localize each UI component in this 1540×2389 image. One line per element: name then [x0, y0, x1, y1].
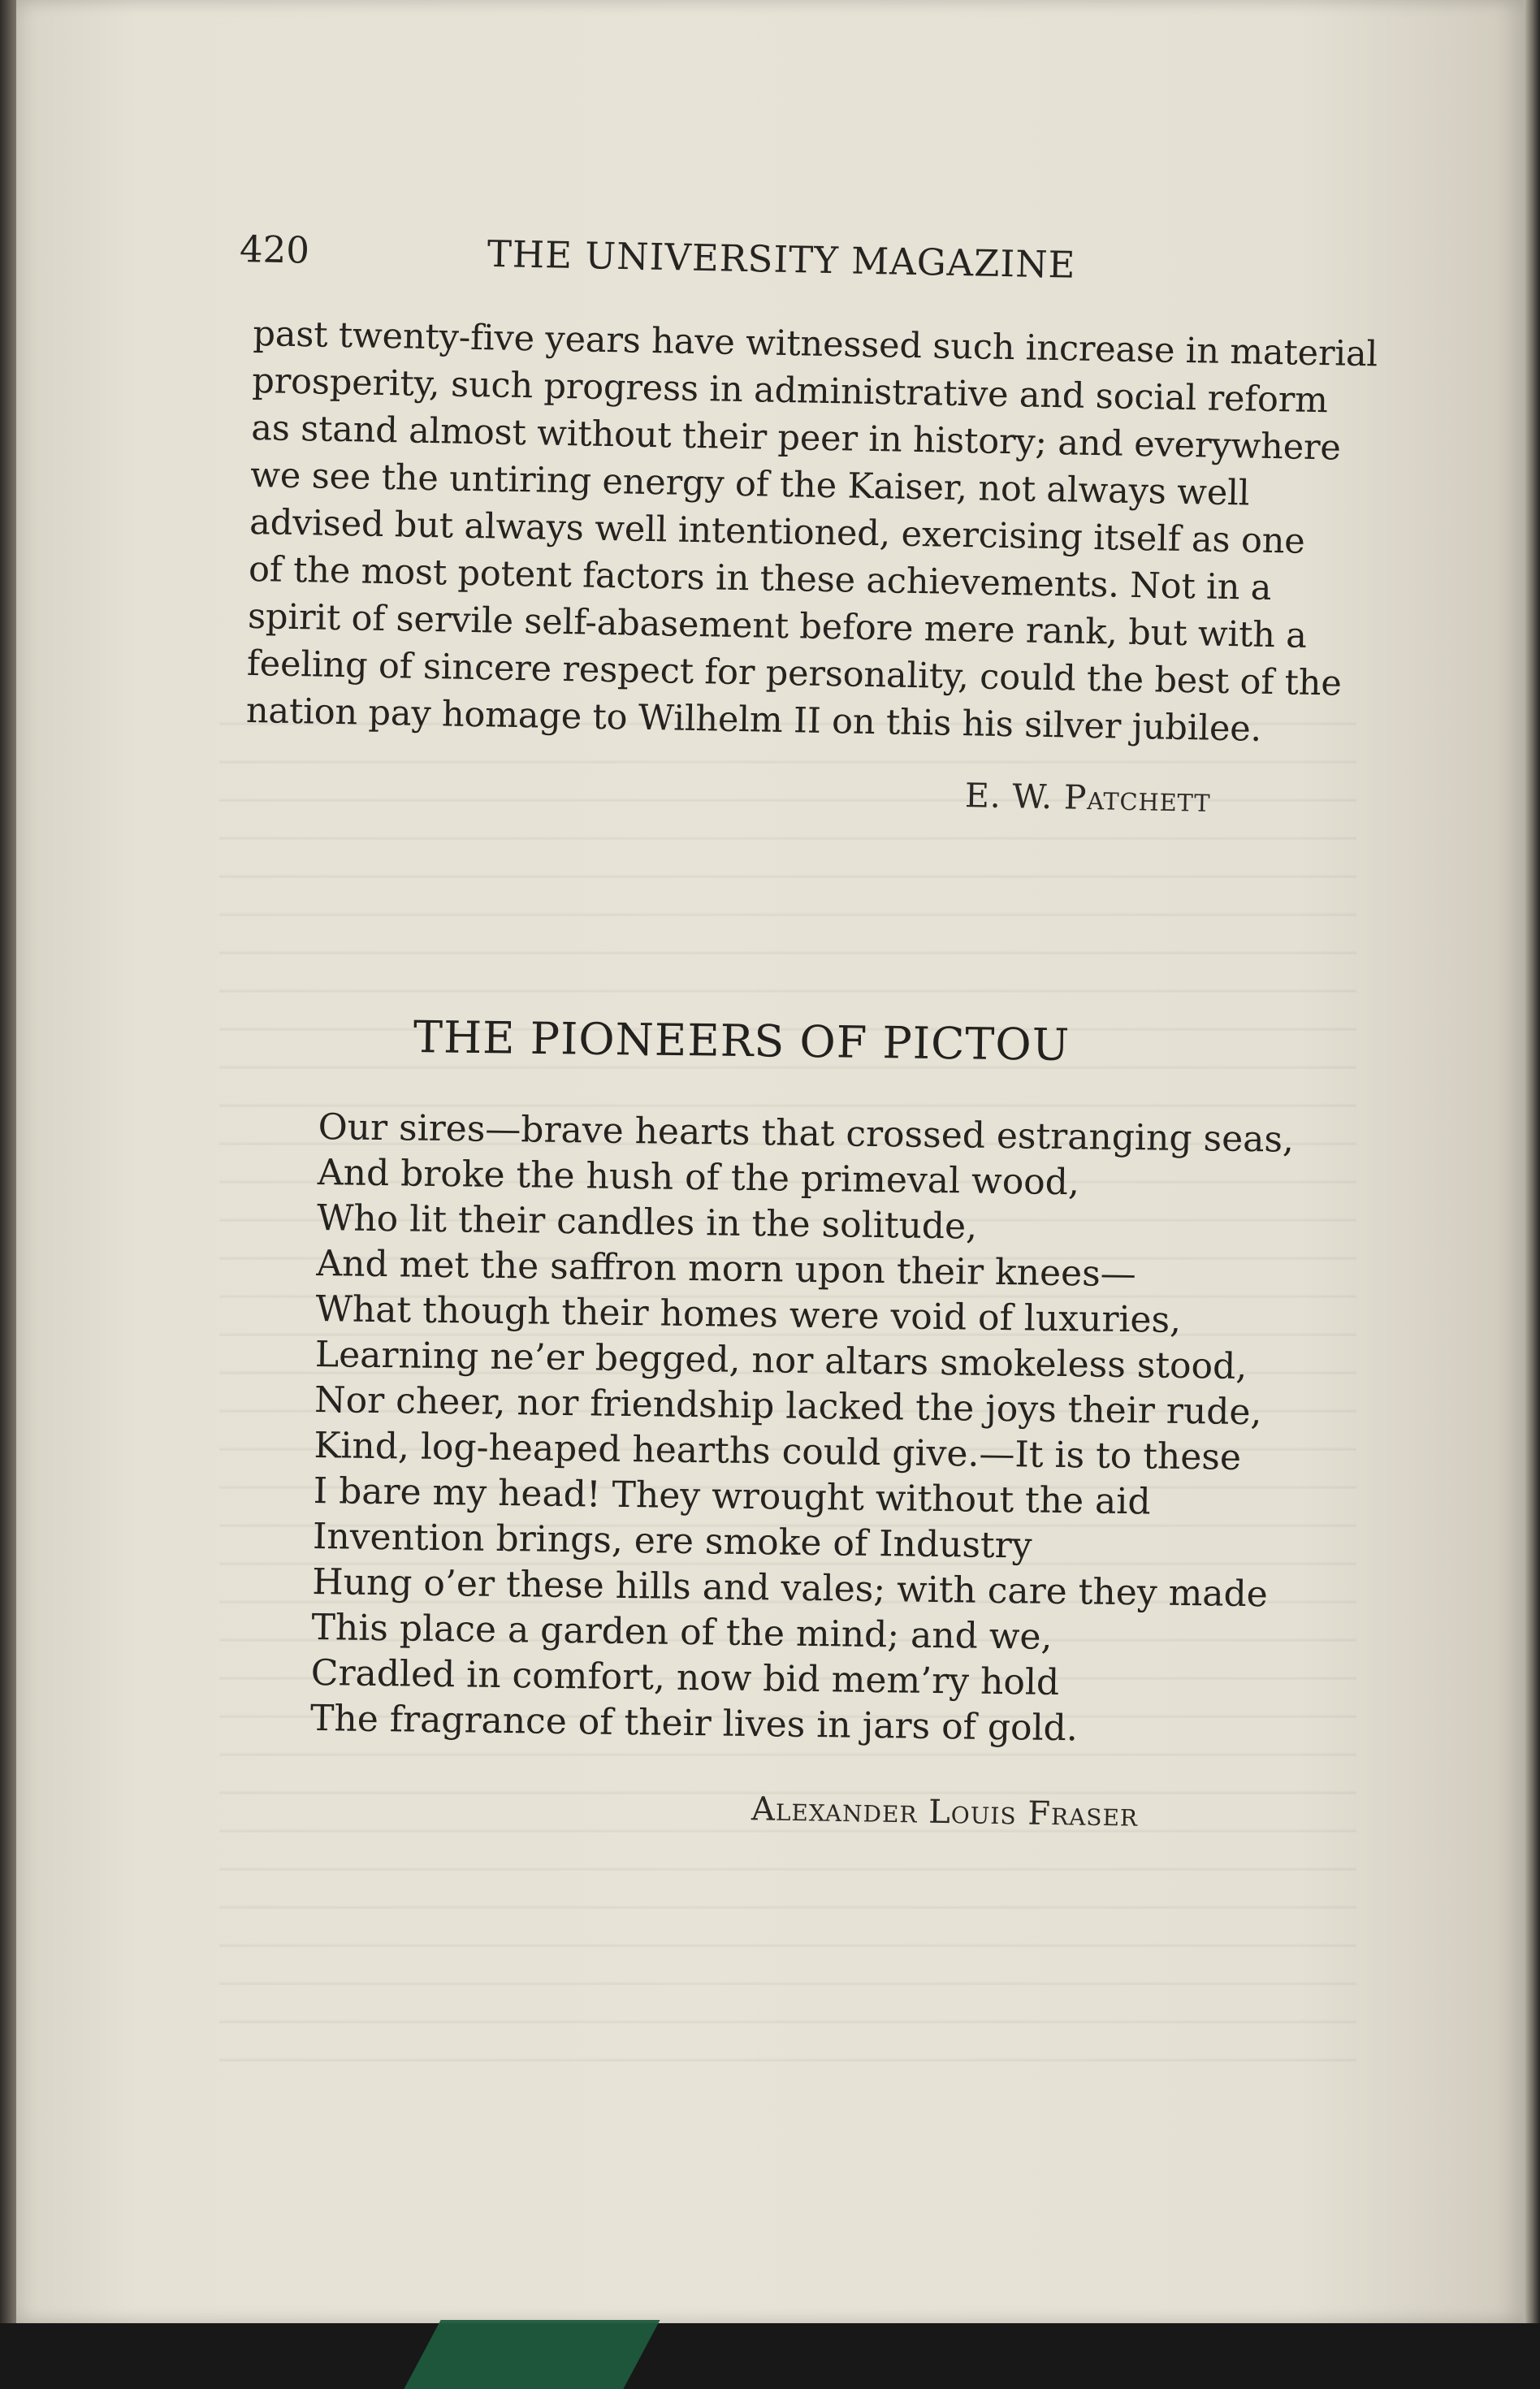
poem-title: THE PIONEERS OF PICTOU: [413, 1011, 1071, 1071]
article-conclusion: [245, 310, 1378, 755]
article-line: past twenty-five years have witnessed such increase in material: [253, 313, 1378, 375]
poem-line: Learning ne’er begged, nor altars smokeless stood,: [314, 1333, 1248, 1387]
poem-line: And broke the hush of the primeval wood,: [317, 1151, 1080, 1204]
poem-line: And met the saffron morn upon their knees—: [316, 1242, 1137, 1296]
poem-line: The fragrance of their lives in jars of gold.: [309, 1697, 1079, 1750]
article-line: nation pay homage to Wilhelm II on this his silver jubilee.: [245, 690, 1262, 750]
article-line: feeling of sincere respect for personality, could the best of the: [246, 643, 1343, 704]
poem-text: [310, 1105, 1342, 1755]
poem-line: Invention brings, ere smoke of Industry: [312, 1515, 1032, 1567]
article-line: we see the untiring energy of the Kaiser, not always well: [249, 454, 1250, 514]
poem-line: Nor cheer, nor friendship lacked the joys their rude,: [314, 1378, 1262, 1434]
poem-line: Who lit their candles in the solitude,: [316, 1197, 978, 1248]
running-title: THE UNIVERSITY MAGAZINE: [487, 232, 1076, 287]
scan-bottom-edge: [0, 2323, 1540, 2389]
poem-author: Alexander Louis Fraser: [751, 1790, 1139, 1834]
magazine-page: [16, 0, 1524, 2323]
page-header: [239, 221, 1141, 295]
poem-line: What though their homes were void of luxuries,: [315, 1288, 1182, 1341]
left-binding-shadow: [0, 0, 16, 2389]
article-author: E. W. Patchett: [964, 776, 1211, 820]
poem-line: Kind, log-heaped hearths could give.—It is to these: [314, 1424, 1242, 1478]
article-line: of the most potent factors in these achievements. Not in a: [248, 548, 1272, 609]
page-number: 420: [239, 227, 310, 272]
article-line: spirit of servile self-abasement before mere rank, but with a: [247, 595, 1308, 656]
article-line: as stand almost without their peer in history; and everywhere: [250, 407, 1342, 469]
poem-line: Our sires—brave hearts that crossed estranging seas,: [318, 1106, 1295, 1161]
poem-line: Cradled in comfort, now bid mem’ry hold: [310, 1651, 1060, 1703]
article-line: advised but always well intentioned, exercising itself as one: [249, 501, 1306, 562]
green-book-cover-strip: [404, 2320, 660, 2389]
poem-line: Hung o’er these hills and vales; with care they made: [311, 1560, 1269, 1616]
poem-line: I bare my head! They wrought without the aid: [313, 1469, 1151, 1523]
poem-line: This place a garden of the mind; and we,: [311, 1606, 1053, 1658]
article-line: prosperity, such progress in administrative and social reform: [251, 360, 1329, 422]
right-page-edge: [1524, 0, 1540, 2389]
